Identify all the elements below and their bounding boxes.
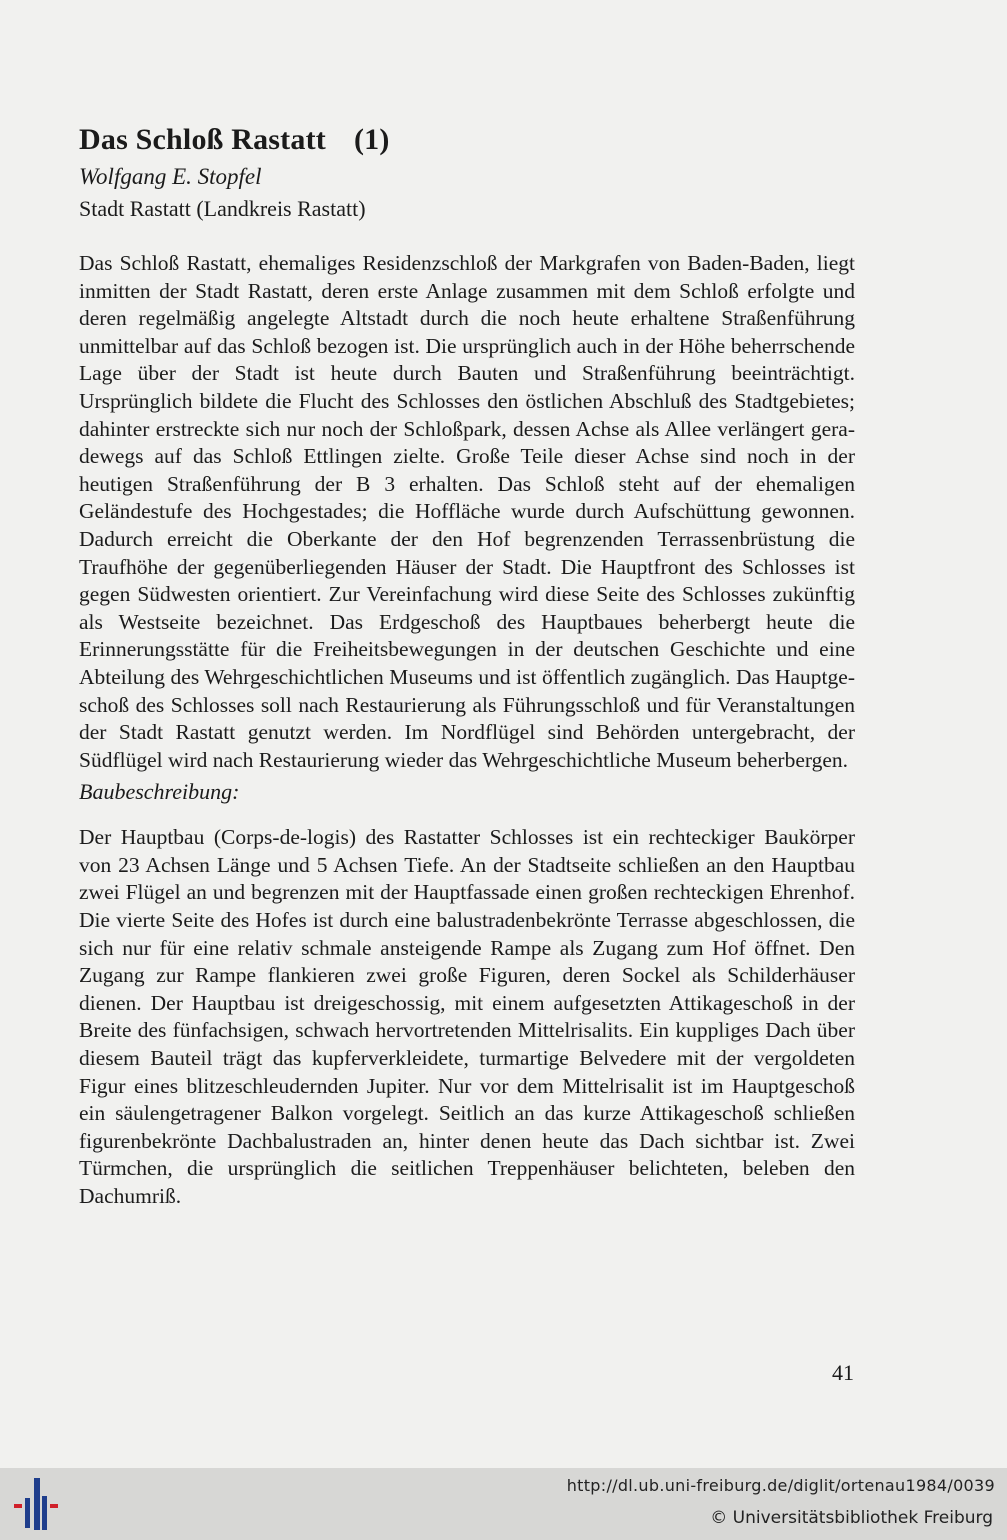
body-paragraph-1: Das Schloß Rastatt, ehemaliges Residenzschloß der Markgrafen von Baden-Baden, liegt inmitten der Stadt Rastatt, deren erste Anlage zusammen mit dem Schloß erfolgte und deren regelmäßig angelegte Altstadt durch die noch heute erhaltene Straßenführung unmittelbar auf das Schloß bezogen ist. Die ursprünglich auch in der Höhe beherrschende Lage über der Stadt ist heute durch Bauten und Straßenführung beeinträchtigt. Ursprünglich bildete die Flucht des Schlosses den östlichen Abschluß des Stadtgebietes; dahinter erstreckte sich nur noch der Schloßpark, dessen Achse als Allee verlängert geradewegs auf das Schloß Ettlingen zielte. Große Teile dieser Achse sind noch in der heutigen Straßenführung der B 3 erhalten. Das Schloß steht auf der ehemaligen Geländestufe des Hochgestades; die Hoffläche wurde durch Aufschüttung gewonnen. Dadurch erreicht die Oberkante der den Hof begrenzenden Terrassenbrüstung die Traufhöhe der gegenüberliegenden Häuser der Stadt. Die Hauptfront des Schlosses ist gegen Südwesten orientiert. Zur Vereinfachung wird diese Seite des Schlosses zukünftig als Westseite bezeichnet. Das Erdgeschoß des Hauptbaues beherbergt heute die Erinnerungsstätte für die Freiheitsbewegungen in der deutschen Geschichte und eine Abteilung des Wehrgeschichtlichen Museums und ist öffentlich zugänglich. Das Hauptgeschoß des Schlosses soll nach Restaurierung als Führungsschloß und für Veranstaltungen der Stadt Rastatt genutzt werden. Im Nordflügel sind Behörden untergebracht, der Südflügel wird nach Restaurierung wieder das Wehrgeschichtliche Museum beherbergen. [79,251,855,772]
library-footer [0,1468,1007,1540]
ub-freiburg-logo-icon [12,1476,64,1532]
location-line: Stadt Rastatt (Landkreis Rastatt) [79,196,366,221]
body-paragraph-2: Der Hauptbau (Corps-de-logis) des Rastatter Schlosses ist ein rechteckiger Baukörper von 23 Achsen Länge und 5 Achsen Tiefe. An der Stadtseite schließen an den Hauptbau zwei Flügel an und begrenzen mit der Hauptfassade einen großen rechteckigen Ehrenhof. Die vierte Seite des Hofes ist durch eine balustradenbekrönte Terrasse abgeschlossen, die sich nur für eine relativ schmale ansteigende Rampe als Zugang zum Hof öffnet. Den Zugang zur Rampe flankieren zwei große Figuren, deren Sockel als Schilderhäuser dienen. Der Hauptbau ist dreigeschossig, mit einem aufgesetzten Attikageschoß in der Breite des fünfachsigen, schwach hervortretenden Mittelrisalits. Ein kuppliges Dach über diesem Bauteil trägt das kupferverkleidete, turmartige Belvedere mit der vergoldeten Figur eines blitzeschleudernden Jupiter. Nur vor dem Mittelrisalit ist im Hauptgeschoß ein säulengetragener Balkon vorgelegt. Seitlich an das kurze Attikageschoß schließen figurenbekrönte Dachbalustraden an, hinter denen heute das Dach sichtbar ist. Zwei Türmchen, die ursprünglich die seitlichen Treppenhäuser belichteten, beleben den Dachumriß. [79,825,855,1208]
title-text: Das Schloß Rastatt [79,123,326,156]
source-url-link[interactable]: http://dl.ub.uni-freiburg.de/diglit/ortenau1984/0039 [566,1476,995,1495]
author-name: Wolfgang E. Stopfel [79,164,262,189]
copyright-notice: © Universitätsbibliothek Freiburg [710,1508,993,1528]
article-title [79,120,855,160]
section-subheading: Baubeschreibung: [79,779,240,805]
title-number: (1) [353,123,390,156]
article [79,120,855,1211]
page-number: 41 [832,1360,854,1385]
